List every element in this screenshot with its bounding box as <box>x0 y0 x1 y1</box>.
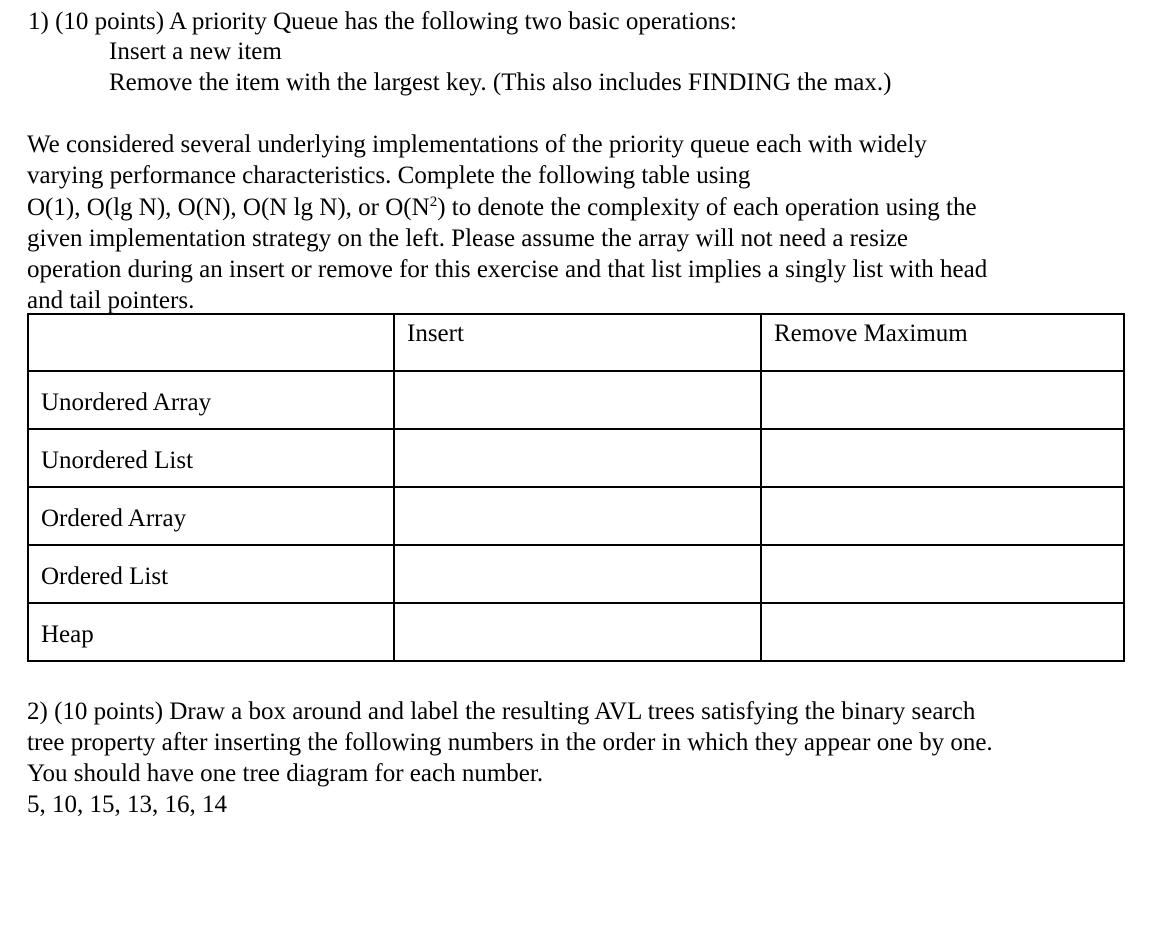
row-label-ordered-list: Ordered List <box>28 545 394 603</box>
complexity-options-line <box>27 192 977 223</box>
question-2-paragraph-line: You should have one tree diagram for each number. <box>27 760 544 787</box>
table-row <box>28 371 1124 429</box>
question-1-paragraph-line: and tail pointers. <box>27 287 195 314</box>
table-row <box>28 487 1124 545</box>
row-label-unordered-list: Unordered List <box>28 429 394 487</box>
header-insert: Insert <box>394 314 761 371</box>
question-1-paragraph-line: varying performance characteristics. Complete the following table using <box>27 162 751 189</box>
complexity-options-text: O(1), O(lg N), O(N), O(N lg N), or O(N <box>27 194 430 221</box>
header-remove-maximum: Remove Maximum <box>761 314 1124 371</box>
operation-remove-max: Remove the item with the largest key. (This also includes FINDING the max.) <box>109 69 892 96</box>
cell-remove-max-ordered-array[interactable] <box>761 487 1124 545</box>
question-2-paragraph-line: tree property after inserting the following numbers in the order in which they appear one by one. <box>27 729 993 756</box>
table-row <box>28 603 1124 661</box>
row-label-ordered-array: Ordered Array <box>28 487 394 545</box>
cell-insert-ordered-array[interactable] <box>394 487 761 545</box>
question-1-title: 1) (10 points) A priority Queue has the following two basic operations: <box>28 8 737 35</box>
table-row <box>28 545 1124 603</box>
question-1-paragraph-line: given implementation strategy on the left. Please assume the array will not need a resize <box>27 225 908 252</box>
cell-remove-max-heap[interactable] <box>761 603 1124 661</box>
cell-remove-max-unordered-array[interactable] <box>761 371 1124 429</box>
cell-insert-heap[interactable] <box>394 603 761 661</box>
row-label-unordered-array: Unordered Array <box>28 371 394 429</box>
exponent: 2 <box>429 194 438 210</box>
row-label-heap: Heap <box>28 603 394 661</box>
complexity-table <box>27 313 1125 662</box>
header-implementation <box>28 314 394 371</box>
complexity-options-text-end: ) to denote the complexity of each operation using the <box>437 194 977 221</box>
cell-remove-max-ordered-list[interactable] <box>761 545 1124 603</box>
question-1-paragraph-line: We considered several underlying implementations of the priority queue each with widely <box>27 131 927 158</box>
cell-insert-unordered-array[interactable] <box>394 371 761 429</box>
cell-insert-unordered-list[interactable] <box>394 429 761 487</box>
question-1-paragraph-line: operation during an insert or remove for this exercise and that list implies a singly list with head <box>27 256 988 283</box>
table-header-row <box>28 314 1124 371</box>
operation-insert: Insert a new item <box>109 38 282 65</box>
question-2-title: 2) (10 points) Draw a box around and label the resulting AVL trees satisfying the binary search <box>27 698 976 725</box>
cell-insert-ordered-list[interactable] <box>394 545 761 603</box>
cell-remove-max-unordered-list[interactable] <box>761 429 1124 487</box>
insertion-sequence: 5, 10, 15, 13, 16, 14 <box>27 791 227 818</box>
table-row <box>28 429 1124 487</box>
